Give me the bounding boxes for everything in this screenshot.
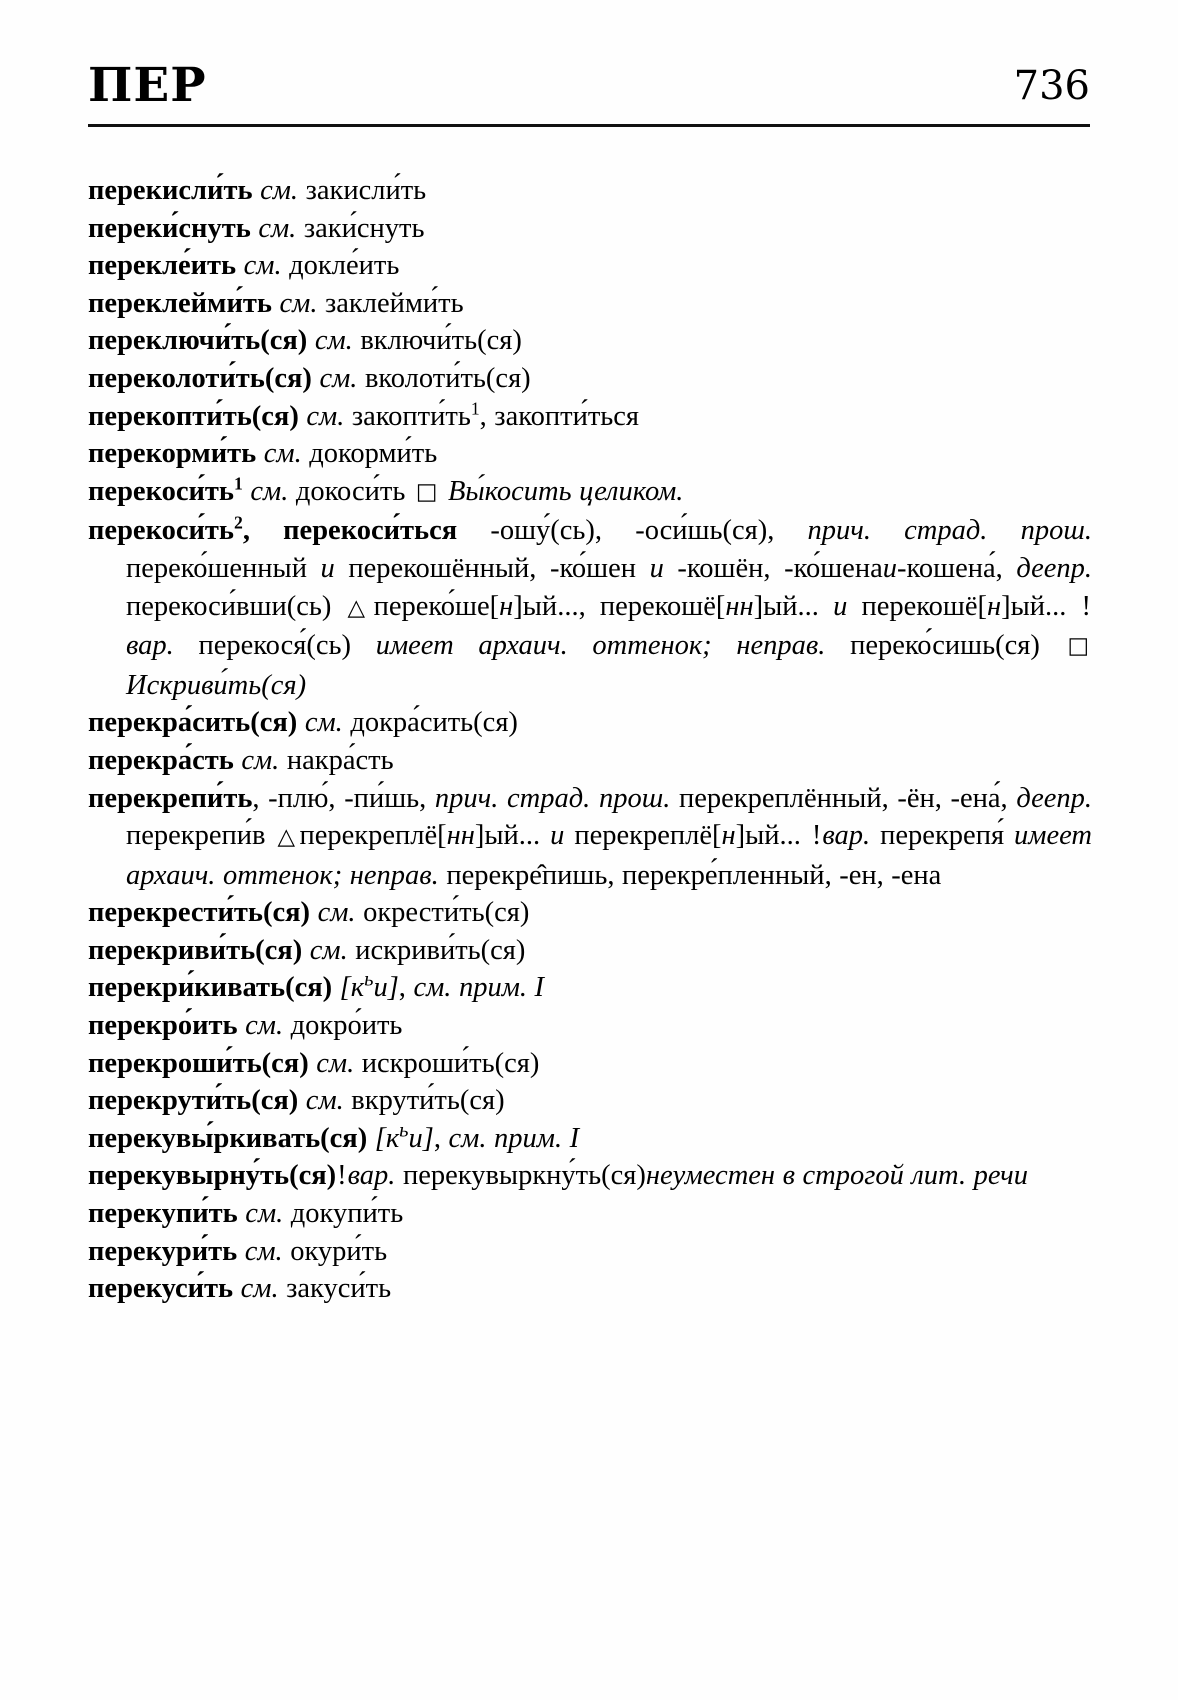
grammar-label-neprav: неправ.: [736, 630, 826, 662]
meaning-gloss: Вы́косить целиком.: [447, 475, 684, 507]
see-label: см.: [250, 475, 289, 507]
header-rule: [88, 124, 1090, 127]
entry-perekrasit: [88, 704, 1092, 742]
running-head-word: ПЕР: [88, 58, 207, 113]
headword: перекро́ить: [88, 1010, 238, 1042]
headword: перекрути́ть(ся): [88, 1085, 299, 1117]
headword: перекури́ть: [88, 1235, 238, 1267]
inflection-forms: -ошу́(сь), -оси́шь(ся),: [490, 515, 775, 547]
participle-form-3: -кошён, -ко́шена: [677, 552, 883, 584]
variant-form-2-bracketed: нн: [725, 590, 754, 622]
see-label: см.: [241, 744, 280, 776]
headword: переки́снуть: [88, 212, 251, 244]
variant-form-3-bracketed: н: [986, 590, 1002, 622]
comma-after-pronunciation: ,: [433, 1122, 441, 1154]
note-number[interactable]: I: [569, 1122, 580, 1154]
variant-form-2-post: ]ый...: [735, 820, 801, 852]
palatalization-mark: ь: [364, 968, 374, 991]
headword: переключи́ть(ся): [88, 325, 308, 357]
entry-perekurit: [88, 1233, 1092, 1271]
see-label: см.: [316, 1047, 355, 1079]
meaning-gloss: Искриви́ть(ся): [126, 669, 307, 701]
headword-reflexive: , перекоси́ться: [242, 515, 458, 547]
triangle-icon: △: [347, 594, 372, 621]
homonym-superscript: 1: [234, 473, 243, 494]
variant-form: перекувыркну́ть(ся): [402, 1160, 646, 1192]
cross-reference[interactable]: заки́снуть: [303, 212, 425, 244]
entry-perekrikivat: [88, 969, 1092, 1007]
incorrect-form: переко́сишь(ся): [850, 630, 1040, 662]
grammar-label-neprav: неправ.: [349, 859, 439, 891]
participle-form-2: перекошённый, -ко́шен: [348, 552, 636, 584]
see-label: см.: [240, 1273, 279, 1305]
headword: перекриви́ть(ся): [88, 934, 303, 966]
running-head: [88, 58, 1090, 124]
see-label: см.: [243, 250, 282, 282]
entry-perekroit: [88, 1007, 1092, 1045]
cross-reference[interactable]: вкрути́ть(ся): [351, 1085, 505, 1117]
headword: перекорми́ть: [88, 438, 257, 470]
page-number: 736: [1013, 63, 1090, 109]
see-label: см.: [314, 325, 353, 357]
entry-perekrast: [88, 742, 1092, 780]
entry-perekrutit: [88, 1082, 1092, 1120]
entry-perekluchit: [88, 322, 1092, 360]
grammar-label-var: вар.: [347, 1160, 396, 1192]
see-label: см.: [263, 438, 302, 470]
entry-perekosit-2: [88, 512, 1092, 704]
entry-perekrepit: [88, 780, 1092, 895]
headword: перекувы́ркивать(ся): [88, 1122, 368, 1154]
warning-mark: !: [811, 820, 822, 852]
entry-perekrivit: [88, 932, 1092, 970]
see-label: см.: [279, 287, 318, 319]
note-number[interactable]: I: [534, 972, 545, 1004]
cross-reference[interactable]: докро́ить: [290, 1010, 403, 1042]
headword: перекрести́ть(ся): [88, 897, 311, 929]
cross-reference[interactable]: окрести́ть(ся): [363, 897, 530, 929]
headword: перекрепи́ть: [88, 782, 253, 814]
variant-form-1-pre: переко́ше[: [373, 590, 500, 622]
usage-note: имеет архаич. оттенок;: [126, 820, 1092, 891]
pronunciation-open: [к: [339, 972, 365, 1004]
variant-form-1-bracketed: нн: [446, 820, 475, 852]
variant-form-3-post: ]ый...: [1001, 590, 1067, 622]
homonym-superscript: 2: [234, 512, 243, 533]
headword: перекувырну́ть(ся): [88, 1160, 337, 1192]
entry-perekrestit: [88, 894, 1092, 932]
see-note-label: см. прим.: [413, 972, 528, 1004]
inflection-forms: , -плю́, -пи́шь,: [252, 782, 427, 814]
incorrect-forms: перекре̂пишь, перекре́пленный, -ен, -ена: [446, 859, 942, 891]
entry-perekoptit: [88, 398, 1092, 436]
see-label: см.: [319, 362, 358, 394]
entry-perekleymit: [88, 285, 1092, 323]
triangle-icon: △: [277, 824, 298, 851]
conjunction-i: и: [833, 590, 848, 622]
headword: перекупи́ть: [88, 1198, 238, 1230]
see-label: см.: [304, 707, 343, 739]
headword: перекра́сить(ся): [88, 707, 298, 739]
variant-form-2-bracketed: н: [721, 820, 736, 852]
see-label: см.: [309, 934, 348, 966]
entry-perekupit: [88, 1195, 1092, 1233]
conjunction-i: и: [882, 552, 897, 584]
entry-perekolotit: [88, 360, 1092, 398]
cross-reference[interactable]: накра́сть: [286, 744, 394, 776]
headword: переколоти́ть(ся): [88, 362, 312, 394]
homonym-superscript: 1: [470, 398, 480, 419]
cross-reference[interactable]: искриви́ть(ся): [355, 934, 526, 966]
headword: перекуси́ть: [88, 1273, 234, 1305]
palatalization-mark: ь: [399, 1119, 409, 1142]
gerund-form: перекрепи́в: [126, 820, 266, 852]
participle-form-1: переко́шенный: [126, 552, 307, 584]
cross-reference[interactable]: докле́ить: [289, 250, 400, 282]
variant-form-2-pre: перекреплё[: [574, 820, 722, 852]
cross-reference[interactable]: докоси́ть: [295, 475, 406, 507]
grammar-label-prich-strad-prosh: прич. страд. прош.: [434, 782, 671, 814]
see-label: см.: [245, 1198, 284, 1230]
variant-form-1-post: ]ый...: [474, 820, 541, 852]
entry-perekleit: [88, 247, 1092, 285]
cross-reference[interactable]: окури́ть: [290, 1235, 388, 1267]
grammar-label-deepr: деепр.: [1016, 782, 1093, 814]
usage-note: неуместен в строгой лит. речи: [645, 1160, 1028, 1192]
entry-perekuvyrkivat: [88, 1120, 1092, 1158]
box-icon: □: [1067, 633, 1090, 660]
variant-form-1-pre: перекреплё[: [299, 820, 447, 852]
variant-form: перекрепя́: [880, 820, 1005, 852]
entry-perekusit: [88, 1270, 1092, 1308]
comma-after-pronunciation: ,: [398, 972, 406, 1004]
participle-form: перекреплённый, -ён, -ена́,: [679, 782, 1008, 814]
headword: перекле́ить: [88, 250, 237, 282]
cross-reference[interactable]: включи́ть(ся): [360, 325, 522, 357]
headword: перекроши́ть(ся): [88, 1047, 309, 1079]
see-note-label: см. прим.: [448, 1122, 563, 1154]
headword: переклейми́ть: [88, 287, 272, 319]
grammar-label-prich-strad-prosh: прич. страд. прош.: [807, 515, 1092, 547]
participle-form-4: -кошена́,: [896, 552, 1003, 584]
cross-reference-continued[interactable]: , закопти́ться: [479, 400, 640, 432]
grammar-label-var: вар.: [126, 630, 174, 662]
headword: перекра́сть: [88, 744, 234, 776]
headword: перекоси́ть: [88, 475, 235, 507]
see-label: см.: [258, 212, 297, 244]
entry-perekuvyrnut: [88, 1157, 1092, 1195]
conjunction-i: и: [649, 552, 664, 584]
entry-perekroshit: [88, 1045, 1092, 1083]
cross-reference[interactable]: докра́сить(ся): [350, 707, 518, 739]
see-label: см.: [260, 175, 299, 206]
variant-form-1-bracketed: н: [499, 590, 514, 622]
cross-reference[interactable]: искроши́ть(ся): [361, 1047, 540, 1079]
headword: перекри́кивать(ся): [88, 972, 333, 1004]
box-icon: □: [415, 478, 438, 505]
entry-perekisnut: [88, 210, 1092, 248]
cross-reference[interactable]: закисли́ть: [305, 175, 427, 206]
headword: перекопти́ть(ся): [88, 400, 299, 432]
cross-reference[interactable]: закопти́ть: [351, 400, 471, 432]
see-label: см.: [305, 1085, 344, 1117]
grammar-label-deepr: деепр.: [1016, 552, 1093, 584]
cross-reference[interactable]: докорми́ть: [309, 438, 438, 470]
warning-mark: !: [1081, 590, 1092, 622]
entry-perekislit: [88, 172, 1092, 210]
cross-reference[interactable]: докупи́ть: [290, 1198, 404, 1230]
variant-form-1-post: ]ый...,: [513, 590, 586, 622]
see-label: см.: [244, 1235, 283, 1267]
variant-form-3-pre: перекошё[: [861, 590, 987, 622]
grammar-label-var: вар.: [822, 820, 871, 852]
entry-perekormit: [88, 435, 1092, 473]
see-label: см.: [245, 1010, 284, 1042]
entry-perekosit-1: [88, 473, 1092, 513]
headword: перекоси́ть: [88, 515, 235, 547]
cross-reference[interactable]: закуси́ть: [286, 1273, 392, 1305]
see-label: см.: [306, 400, 345, 432]
pronunciation-close: и]: [408, 1122, 434, 1154]
gerund-form: перекоси́вши(сь): [126, 590, 332, 622]
conjunction-i: и: [320, 552, 335, 584]
headword: перекисли́ть: [88, 175, 253, 206]
variant-form-2-pre: перекошё[: [599, 590, 726, 622]
cross-reference[interactable]: вколоти́ть(ся): [364, 362, 531, 394]
warning-mark: !: [337, 1160, 347, 1192]
conjunction-i: и: [550, 820, 565, 852]
pronunciation-open: [к: [374, 1122, 400, 1154]
cross-reference[interactable]: заклейми́ть: [325, 287, 464, 319]
pronunciation-close: и]: [373, 972, 399, 1004]
variant-form-2-post: ]ый...: [753, 590, 819, 622]
usage-note: имеет архаич. оттенок;: [375, 630, 712, 662]
entry-column: [88, 172, 1092, 1308]
variant-form: перекося́(сь): [198, 630, 352, 662]
see-label: см.: [317, 897, 356, 929]
